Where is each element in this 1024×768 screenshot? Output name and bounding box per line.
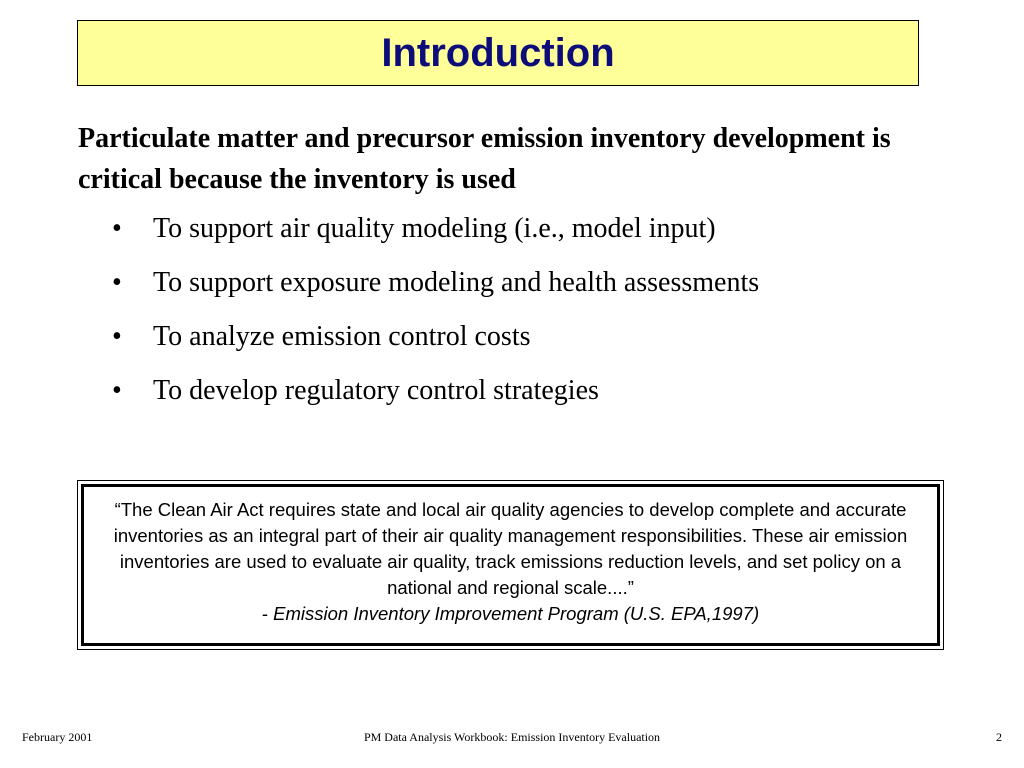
bullet-text: To support exposure modeling and health assessments (153, 267, 760, 298)
slide-title: Introduction (381, 31, 615, 75)
page-number: 2 (996, 730, 1002, 744)
bullet-item (0, 370, 1024, 424)
title-box (77, 20, 919, 86)
bullet-item (0, 208, 1024, 262)
bullet-list (0, 208, 1024, 424)
bullet-icon: • (112, 267, 122, 298)
bullet-item (0, 316, 1024, 370)
bullet-text: To develop regulatory control strategies (153, 375, 599, 406)
bullet-text: To support air quality modeling (i.e., model input) (153, 213, 716, 244)
quote-box-inner (81, 484, 940, 646)
quote-box (77, 480, 944, 650)
bullet-text: To analyze emission control costs (153, 321, 531, 352)
footer-date: February 2001 (22, 730, 93, 744)
intro-paragraph: Particulate matter and precursor emission inventory development is critical because the inventory is used (78, 123, 891, 195)
bullet-icon: • (112, 213, 122, 244)
quote-source: Emission Inventory Improvement Program (U.S. EPA,1997) (273, 603, 760, 624)
footer-title: PM Data Analysis Workbook: Emission Inventory Evaluation (363, 730, 661, 744)
bullet-icon: • (112, 375, 122, 406)
quote-source-prefix: - (261, 603, 274, 624)
quote-text: “The Clean Air Act requires state and local air quality agencies to develop complete and accurate inventories as an integral part of their air quality management responsibilities. These air emission inventories are used to evaluate air quality, track emissions reduction levels, and set policy on a national and regional scale....” (113, 499, 908, 598)
bullet-icon: • (112, 321, 122, 352)
bullet-item (0, 262, 1024, 316)
